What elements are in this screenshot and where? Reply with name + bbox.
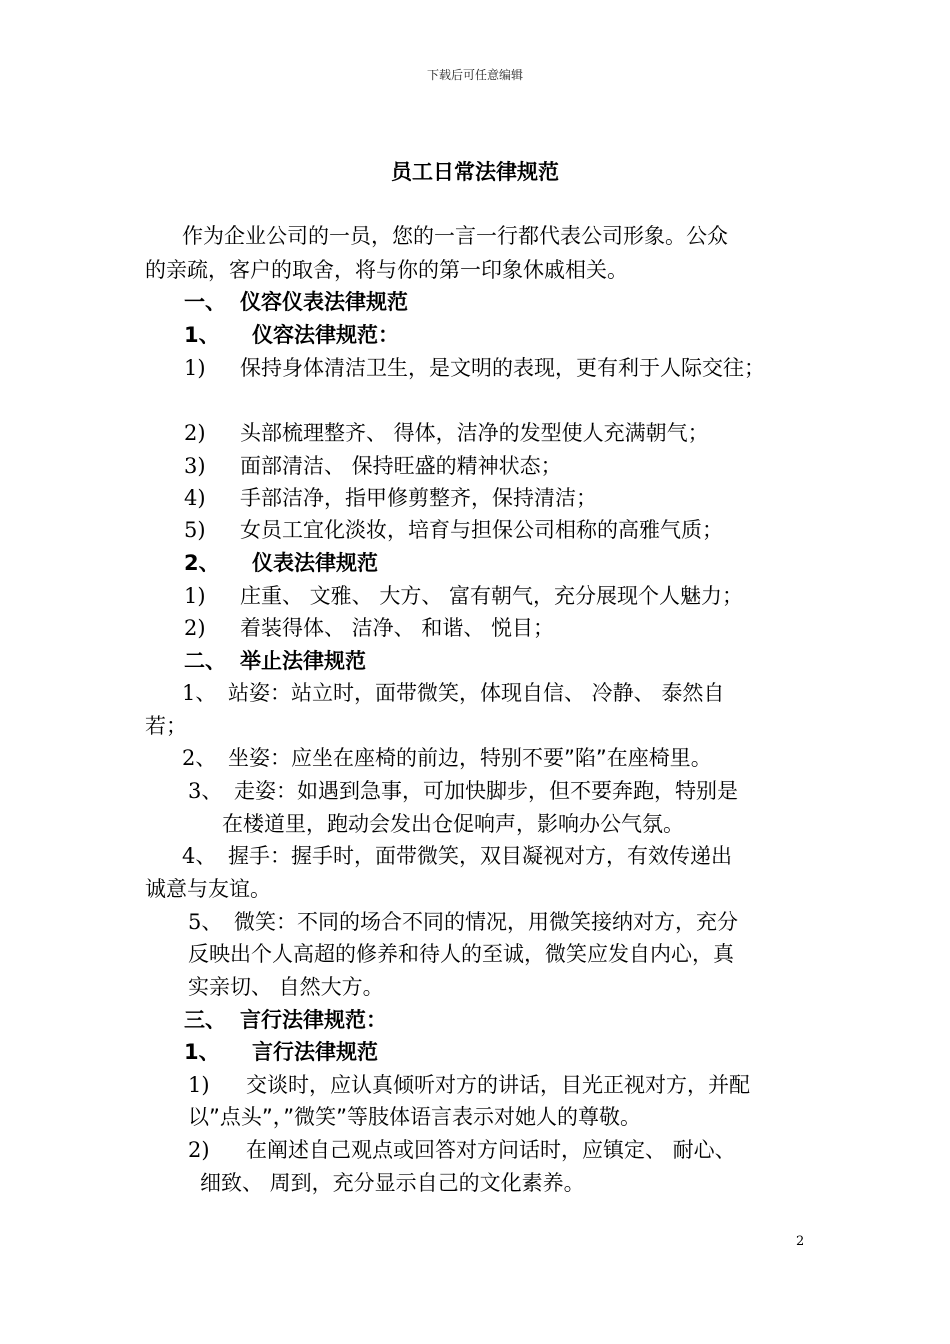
list-item-text: 手部洁净，指甲修剪整齐，保持清洁；: [240, 486, 597, 510]
list-item-text: 实亲切、 自然大方。: [188, 975, 384, 999]
list-item-number: 5、: [188, 910, 223, 934]
list-item-text: 在楼道里，跑动会发出仓促响声，影响办公气氛。: [222, 812, 684, 836]
intro-line-2: 的亲疏，客户的取舍，将与你的第一印象休戚相关。: [145, 258, 628, 282]
section-3-number: 三、: [184, 1008, 226, 1032]
list-item-number: 1): [188, 1073, 210, 1097]
section-3-title: 言行法律规范：: [240, 1008, 387, 1032]
list-item-text: 若；: [145, 714, 187, 738]
section-2-number: 二、: [184, 649, 226, 673]
list-item-text: 微笑：不同的场合不同的情况，用微笑接纳对方，充分: [234, 910, 738, 934]
list-item-text: 女员工宜化淡妆，培育与担保公司相称的高雅气质；: [240, 518, 723, 542]
section-2-title: 举止法律规范: [240, 649, 366, 673]
list-item-text: 保持身体清洁卫生，是文明的表现，更有利于人际交往；: [240, 356, 765, 380]
list-item-text: 交谈时，应认真倾听对方的讲话，目光正视对方，并配: [246, 1073, 750, 1097]
list-item-number: 3): [184, 454, 206, 478]
list-item-text: 坐姿：应坐在座椅的前边，特别不要”陷”在座椅里。: [228, 746, 712, 770]
list-item-text: 头部梳理整齐、 得体，洁净的发型使人充满朝气；: [240, 421, 709, 445]
subsection-1-1-title: 仪容法律规范：: [252, 323, 399, 347]
subsection-3-1-number: 1、: [184, 1040, 220, 1064]
list-item-text: 握手：握手时，面带微笑，双目凝视对方，有效传递出: [228, 844, 732, 868]
list-item-text: 站姿：站立时，面带微笑，体现自信、 冷静、 泰然自: [228, 681, 725, 705]
list-item-text: 以”点头”，”微笑”等肢体语言表示对她人的尊敬。: [188, 1105, 642, 1129]
page-header: 下载后可任意编辑: [426, 68, 523, 82]
list-item-number: 1): [184, 584, 206, 608]
list-item-number: 5): [184, 518, 206, 542]
intro-line-1: 作为企业公司的一员，您的一言一行都代表公司形象。公众: [182, 224, 728, 248]
list-item-number: 3、: [188, 779, 223, 803]
list-item-number: 2): [184, 616, 206, 640]
subsection-1-1-number: 1、: [184, 323, 220, 347]
list-item-number: 1): [184, 356, 206, 380]
list-item-text: 细致、 周到，充分显示自己的文化素养。: [200, 1171, 585, 1195]
list-item-text: 诚意与友谊。: [145, 877, 271, 901]
section-1-number: 一、: [184, 290, 226, 314]
document-title: 员工日常法律规范: [391, 160, 559, 184]
list-item-text: 面部清洁、 保持旺盛的精神状态；: [240, 454, 562, 478]
list-item-number: 1、: [182, 681, 217, 705]
section-1-title: 仪容仪表法律规范: [240, 290, 408, 314]
list-item-number: 2、: [182, 746, 217, 770]
subsection-1-2-number: 2、: [184, 551, 220, 575]
list-item-number: 4): [184, 486, 206, 510]
list-item-number: 4、: [182, 844, 217, 868]
list-item-text: 反映出个人高超的修养和待人的至诚，微笑应发自内心，真: [188, 942, 734, 966]
subsection-3-1-title: 言行法律规范: [252, 1040, 378, 1064]
list-item-number: 2): [184, 421, 206, 445]
subsection-1-2-title: 仪表法律规范: [252, 551, 378, 575]
list-item-text: 在阐述自己观点或回答对方问话时，应镇定、 耐心、: [246, 1138, 736, 1162]
list-item-text: 走姿：如遇到急事，可加快脚步，但不要奔跑，特别是: [234, 779, 738, 803]
list-item-text: 着装得体、 洁净、 和谐、 悦目；: [240, 616, 555, 640]
list-item-text: 庄重、 文雅、 大方、 富有朝气，充分展现个人魅力；: [240, 584, 744, 608]
page-number: 2: [796, 1234, 805, 1249]
list-item-number: 2): [188, 1138, 210, 1162]
